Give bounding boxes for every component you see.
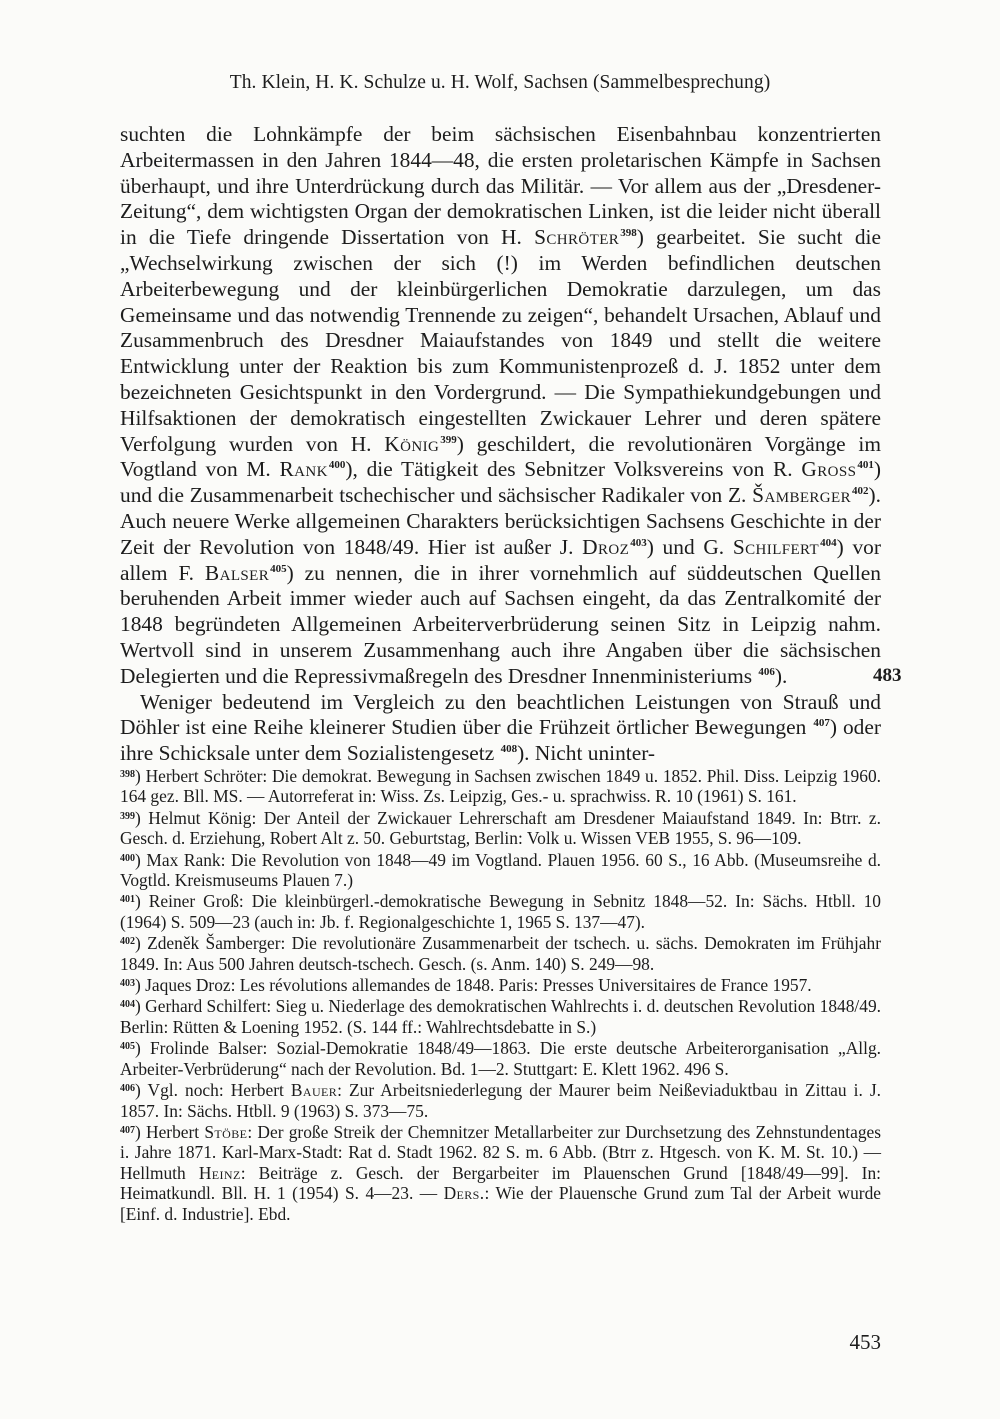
footnote-402: $^{402}$) Zdeněk Šamberger: Die revolutionäre Zusammenarbeit der tschech. u. sächs. Demokraten im Frühjahr 1849. In: Aus 500 Jahren deutsch-tschech. Gesch. (s. Anm. 140) S. 249—98. bbox=[120, 933, 881, 974]
footnote-mark: 402 bbox=[120, 936, 135, 948]
author-name: Schröter bbox=[534, 225, 620, 250]
footnote-ref[interactable]: 407 bbox=[813, 717, 830, 730]
author-name: Droz bbox=[582, 534, 630, 559]
footnote-mark: 400 bbox=[120, 852, 135, 864]
body-text bbox=[120, 122, 881, 767]
footnote-399: $^{399}$) Helmut König: Der Anteil der Zwickauer Lehrerschaft am Dresdener Maiaufstand 1849. In: Btrr. z. Gesch. d. Erziehung, Robert Alt z. 50. Geburtstag, Berlin: Volk u. Wissen VEB 1955, S. 96—109. bbox=[120, 807, 881, 849]
footnote-400: $^{400}$) Max Rank: Die Revolution von 1848—49 im Vogtland. Plauen 1956. 60 S., 16 Abb. (Museumsreihe d. Vogtld. Kreismuseums Plauen 7.) bbox=[120, 849, 881, 891]
author-name: Ders. bbox=[443, 1183, 485, 1204]
footnote-401: $^{401}$) Reiner Groß: Die kleinbürgerl.-demokratische Bewegung in Sebnitz 1848—52. In: Sächs. Htbll. 10 (1964) S. 509—23 (auch in: Jb. f. Regionalgeschichte 1, 1965 S. 137—47). bbox=[120, 891, 881, 932]
author-name: Šamberger bbox=[752, 483, 852, 508]
footnote-ref[interactable]: 408 bbox=[500, 743, 518, 756]
footnote-mark: 407 bbox=[120, 1124, 135, 1136]
footnote-ref[interactable]: 402 bbox=[852, 485, 869, 498]
footnote-ref[interactable]: 403 bbox=[630, 536, 647, 549]
author-name: Balser bbox=[204, 560, 270, 585]
running-head: Th. Klein, H. K. Schulze u. H. Wolf, Sachsen (Sammelbesprechung) bbox=[229, 72, 771, 93]
footnote-mark: 406 bbox=[120, 1083, 135, 1095]
author-name: Heinz bbox=[198, 1162, 241, 1183]
paragraph-2: Weniger bedeutend im Vergleich zu den beachtlichen Leistungen von Strauß und Döhler ist eine Reihe kleinerer Studien über die Frühzeit örtlicher Bewegungen $^{407}$) oder ihre Schicksale unter dem Sozialistengesetz $^{408}$). Nicht uninter- bbox=[120, 689, 881, 766]
footnote-404: $^{404}$) Gerhard Schilfert: Sieg u. Niederlage des demokratischen Wahlrechts i. d. deutschen Revolution 1848/49. Berlin: Rütten & Loening 1952. (S. 144 ff.: Wahlrechtsdebatte in S.) bbox=[120, 996, 881, 1037]
footnote-ref[interactable]: 404 bbox=[820, 536, 837, 549]
author-name: Bauer bbox=[290, 1080, 338, 1101]
paragraph-1: suchten die Lohnkämpfe der beim sächsischen Eisenbahnbau konzentrierten Arbeitermassen in den Jahren 1844—48, die ersten proletarischen Kämpfe in Sachsen überhaupt, und ihre Unterdrückung durch das Militär. — Vor allem aus der „Dresdener-Zeitung“, dem wichtigsten Organ der demokratischen Linken, ist die leider nicht überall in die Tiefe dringende Dissertation von H. Schröter$^{398}$) gearbeitet. Sie sucht die „Wechselwirkung zwischen der sich (!) im Werden befindlichen deutschen Arbeiterbewegung und der kleinbürgerlichen Demokratie darzulegen, um das Gemeinsame und das notwendig Trennende zu zeigen“, behandelt Ursachen, Ablauf und Zusammenbruch des Dresdner Maiaufstandes von 1849 und stellt die weitere Entwicklung unter der Reaktion bis zum Kommunistenprozeß d. J. 1852 unter dem bezeichneten Gesichtspunkt in den Vordergrund. — Die Sympathiekundgebungen und Hilfsaktionen der demokratisch eingestellten Zwickauer Lehrer und deren spätere Verfolgung wurden von H. König$^{399}$) geschildert, die revolutionären Vorgänge im Vogtland von M. Rank$^{400}$), die Tätigkeit des Sebnitzer Volksvereins von R. Gross$^{401}$) und die Zusammenarbeit tschechischer und sächsischer Radikaler von Z. Šamberger$^{402}$). Auch neuere Werke allgemeinen Charakters berücksichtigen Sachsens Geschichte in der Zeit der Revolution von 1848/49. Hier ist außer J. Droz$^{403}$) und G. Schilfert$^{404}$) vor allem F. Balser$^{405}$) zu nennen, die in ihrer vornehmlich auf süddeutschen Quellen beruhenden Arbeit immer wieder auch auf Sachsen eingeht, da das Zentralkomité der 1848 begründeten Allgemeinen Arbeiterverbrüderung seinen Sitz in Leipzig nahm. Wertvoll sind in unserem Zusammenhang auch ihre Angaben über die sächsischen Delegierten und die Repressivmaßregeln des Dresdner Innenministeriums $^{406}$). bbox=[120, 122, 881, 688]
footnote-mark: 403 bbox=[120, 978, 135, 990]
author-name: Schilfert bbox=[732, 534, 820, 559]
footnote-407: $^{407}$) Herbert Stöbe: Der große Streik der Chemnitzer Metallarbeiter zur Durchsetzung des Zehnstundentages i. Jahre 1871. Karl-Marx-Stadt: Rat d. Stadt 1962. 82 S. m. 6 Abb. (Btrr z. Htgesch. von K. M. St. 10.) — Hellmuth Heinz: Beiträge z. Gesch. der Bergarbeiter im Plauenschen Grund [1848/49—99]. In: Heimatkundl. Bll. H. 1 (1954) S. 4—23. — Ders.: Wie der Plauensche Grund zum Tal der Arbeit wurde [Einf. d. Industrie]. Ebd. bbox=[120, 1121, 882, 1224]
margin-page-number: 483 bbox=[873, 665, 902, 686]
footnote-mark: 405 bbox=[120, 1041, 135, 1053]
footnote-ref[interactable]: 399 bbox=[440, 433, 457, 446]
author-name: Gross bbox=[801, 457, 857, 482]
author-name: König bbox=[384, 431, 440, 456]
footnote-ref[interactable]: 406 bbox=[758, 665, 775, 678]
footnote-ref[interactable]: 400 bbox=[328, 459, 346, 472]
footnote-398: $^{398}$) Herbert Schröter: Die demokrat. Bewegung in Sachsen zwischen 1849 u. 1852. Phil. Diss. Leipzig 1960. 164 gez. Bll. MS. — Autorreferat in: Wiss. Zs. Leipzig, Ges.- u. sprachwiss. R. 10 (1961) S. 161. bbox=[120, 766, 881, 807]
author-name: Rank bbox=[279, 457, 328, 482]
footnote-mark: 404 bbox=[120, 999, 135, 1011]
footnote-mark: 398 bbox=[120, 769, 135, 780]
footnotes bbox=[120, 766, 881, 1225]
page-number: 453 bbox=[849, 1330, 881, 1354]
footnote-405: $^{405}$) Frolinde Balser: Sozial-Demokratie 1848/49—1863. Die erste deutsche Arbeiterorganisation „Allg. Arbeiter-Verbrüderung“ nach der Revolution. Bd. 1—2. Stuttgart: E. Klett 1962. 496 S. bbox=[120, 1038, 881, 1079]
footnote-406: $^{406}$) Vgl. noch: Herbert Bauer: Zur Arbeitsniederlegung der Maurer beim Neißeviaduktbau in Zittau i. J. 1857. In: Sächs. Htbll. 9 (1963) S. 373—75. bbox=[120, 1080, 881, 1121]
footnote-mark: 401 bbox=[120, 894, 135, 906]
footnote-mark: 399 bbox=[120, 810, 135, 822]
footnote-403: $^{403}$) Jaques Droz: Les révolutions allemandes de 1848. Paris: Presses Universitaires de France 1957. bbox=[120, 975, 812, 996]
footnote-ref[interactable]: 398 bbox=[620, 227, 637, 240]
author-name: Stöbe bbox=[204, 1121, 248, 1142]
footnote-ref[interactable]: 405 bbox=[270, 562, 287, 575]
footnote-ref[interactable]: 401 bbox=[857, 459, 874, 472]
